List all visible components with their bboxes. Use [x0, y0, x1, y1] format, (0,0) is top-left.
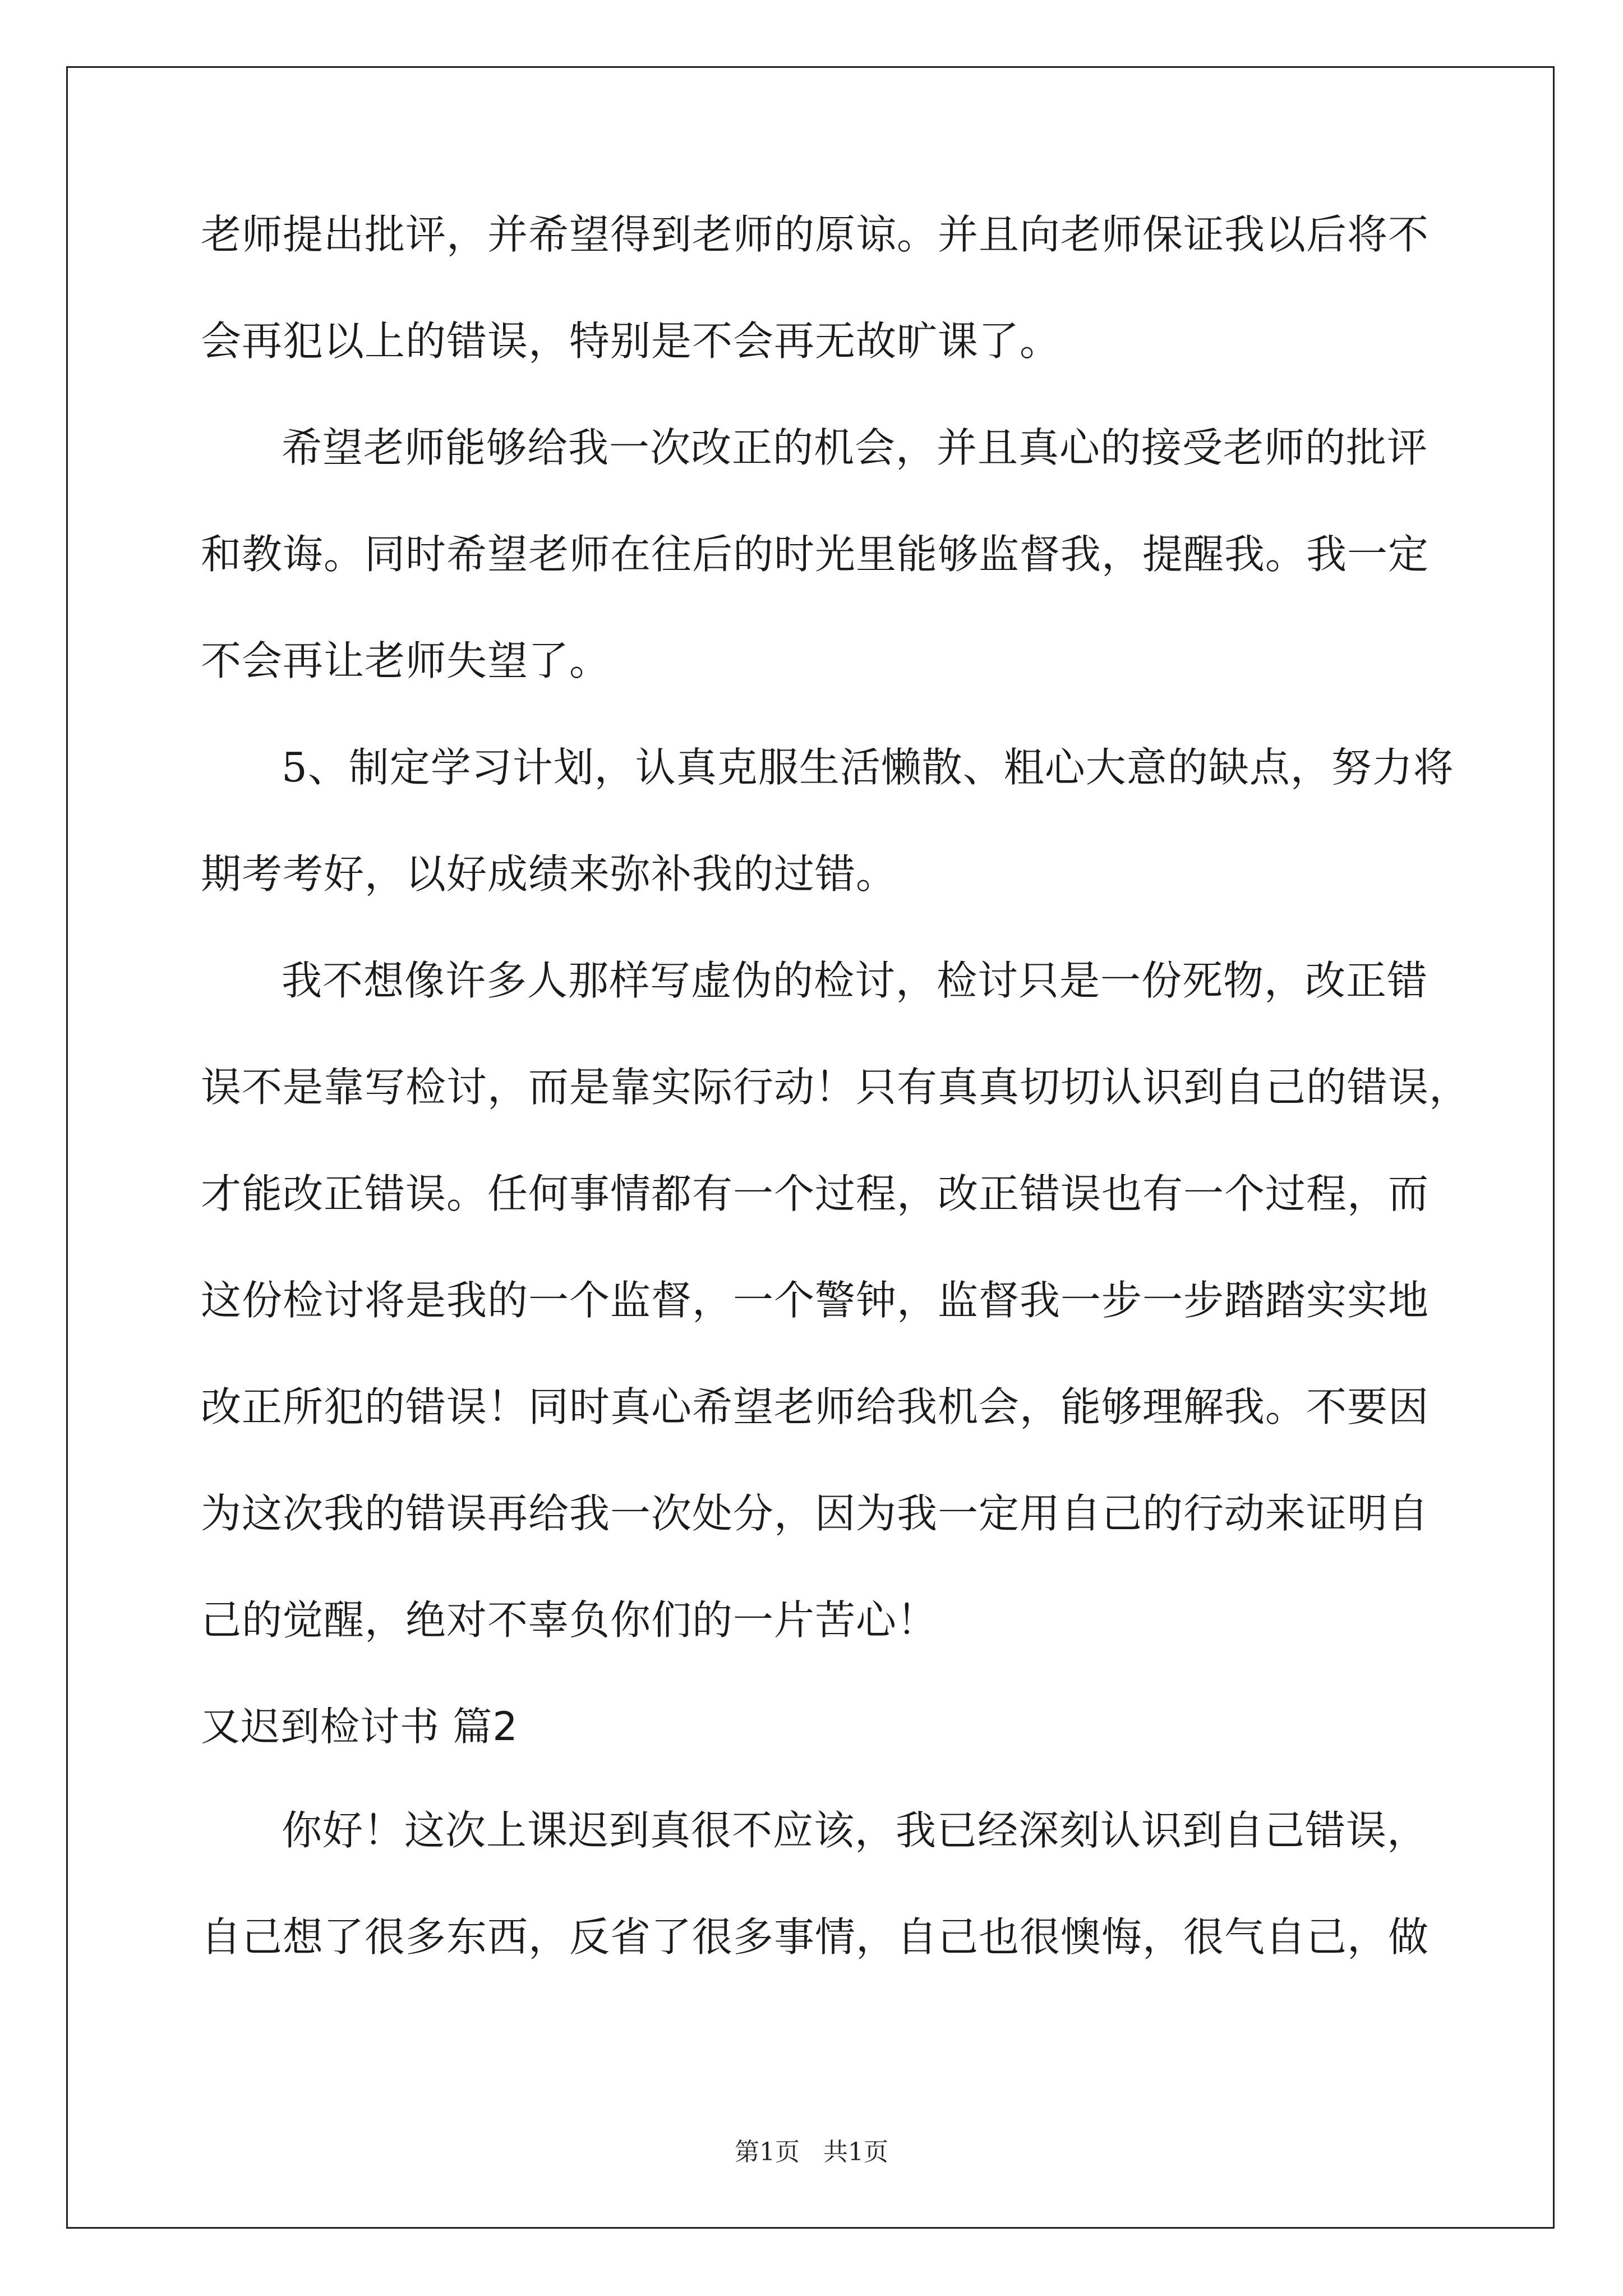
paragraph-start: 我不想像许多人那样写虚伪的检讨，检讨只是一份死物，改正错 — [282, 957, 1428, 1004]
text-line: 不会再让老师失望了。 — [201, 637, 611, 684]
text-line: 自己想了很多东西，反省了很多事情，自己也很懊悔，很气自己，做 — [201, 1913, 1430, 1961]
paragraph-start: 希望老师能够给我一次改正的机会，并且真心的接受老师的批评 — [282, 424, 1428, 471]
text-line: 己的觉醒，绝对不辜负你们的一片苦心！ — [201, 1596, 938, 1644]
text-line: 才能改正错误。任何事情都有一个过程，改正错误也有一个过程，而 — [201, 1170, 1430, 1217]
page-border — [66, 66, 1555, 2229]
page-footer — [0, 2132, 1623, 2168]
text-line: 期考考好，以好成绩来弥补我的过错。 — [201, 850, 897, 898]
text-line: 改正所犯的错误！同时真心希望老师给我机会，能够理解我。不要因 — [201, 1383, 1430, 1430]
text-line: 会再犯以上的错误，特别是不会再无故旷课了。 — [201, 318, 1061, 365]
paragraph-start: 你好！这次上课迟到真很不应该，我已经深刻认识到自己错误， — [282, 1807, 1428, 1854]
paragraph-start: 5、制定学习计划，认真克服生活懒散、粗心大意的缺点，努力将 — [282, 744, 1454, 791]
text-line: 为这次我的错误再给我一次处分，因为我一定用自己的行动来证明自 — [201, 1490, 1430, 1537]
text-line: 误不是靠写检讨，而是靠实际行动！只有真真切切认识到自己的错误， — [201, 1064, 1470, 1111]
page-total: 共1页 — [823, 2138, 888, 2166]
text-line: 这份检讨将是我的一个监督，一个警钟，监督我一步一步踏踏实实地 — [201, 1277, 1430, 1324]
page-number: 第1页 — [735, 2138, 800, 2166]
text-line: 和教诲。同时希望老师在往后的时光里能够监督我，提醒我。我一定 — [201, 531, 1430, 578]
section-heading: 又迟到检讨书 篇2 — [201, 1704, 518, 1750]
text-line: 老师提出批评，并希望得到老师的原谅。并且向老师保证我以后将不 — [201, 211, 1430, 258]
